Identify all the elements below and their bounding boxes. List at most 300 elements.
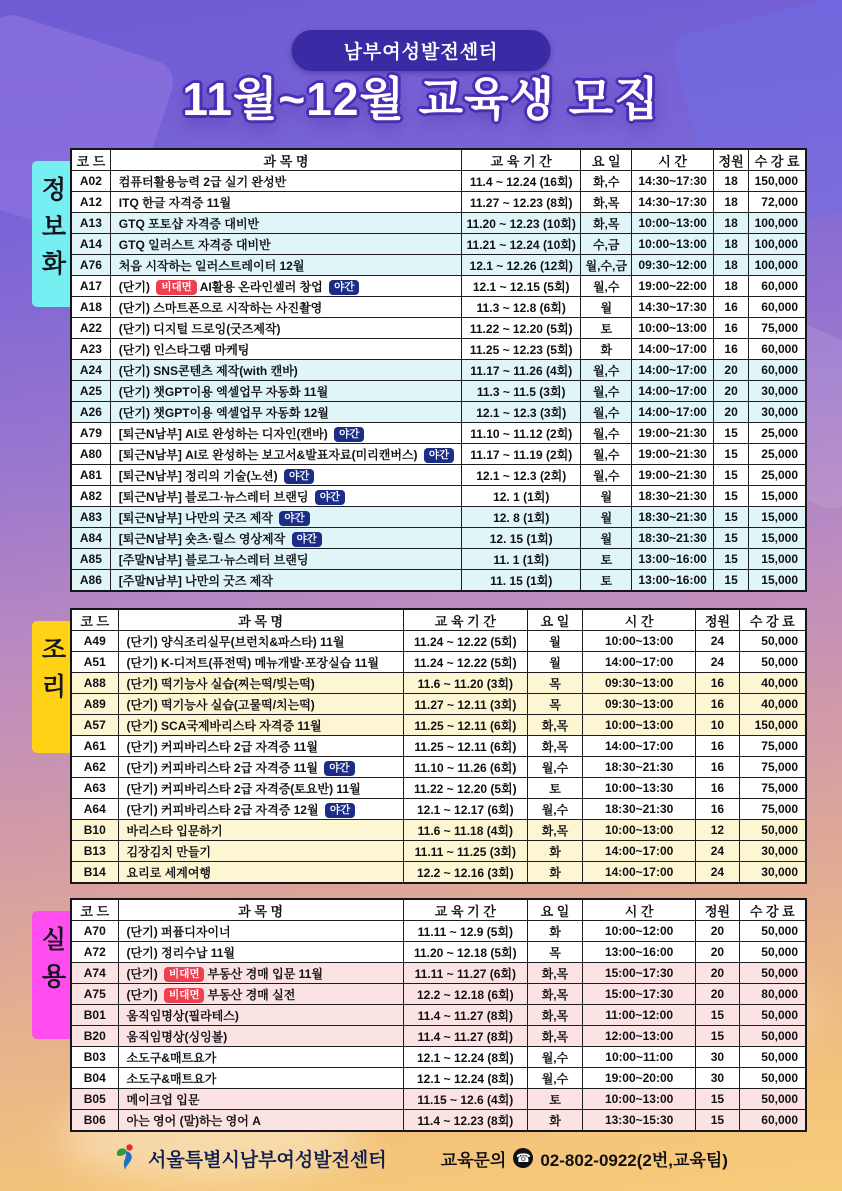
course-period: 11.17 ~ 11.19 (2회) — [462, 444, 581, 465]
table-row — [71, 715, 806, 736]
course-capacity: 20 — [696, 921, 739, 942]
column-header: 수 강 료 — [739, 609, 806, 631]
course-fee: 100,000 — [749, 255, 806, 276]
course-time: 13:00~16:00 — [583, 942, 696, 963]
course-day: 월,수 — [581, 444, 632, 465]
course-day: 목 — [527, 942, 582, 963]
column-header: 요 일 — [527, 609, 582, 631]
course-code: B10 — [71, 820, 118, 841]
table-row — [71, 276, 806, 297]
table-row — [71, 963, 806, 984]
course-table-information — [70, 148, 807, 592]
course-day: 월,수 — [527, 1047, 582, 1068]
course-period: 11.4 ~ 11.27 (8회) — [403, 1026, 527, 1047]
table-row — [71, 673, 806, 694]
course-period: 12.1 ~ 12.3 (3회) — [462, 402, 581, 423]
course-capacity: 18 — [713, 171, 748, 192]
course-capacity: 24 — [696, 652, 739, 673]
course-name — [110, 549, 461, 570]
course-time: 11:00~12:00 — [583, 1005, 696, 1026]
table-row — [71, 171, 806, 192]
course-capacity: 16 — [696, 757, 739, 778]
course-name — [110, 276, 461, 297]
course-name — [110, 192, 461, 213]
course-time: 10:00~13:30 — [583, 778, 696, 799]
course-period: 11.24 ~ 12.22 (5회) — [403, 652, 527, 673]
course-day: 화 — [581, 339, 632, 360]
course-capacity: 16 — [696, 694, 739, 715]
course-name — [110, 486, 461, 507]
table-row — [71, 984, 806, 1005]
course-period: 12. 8 (1회) — [462, 507, 581, 528]
course-period: 11.27 ~ 12.23 (8회) — [462, 192, 581, 213]
course-name-text: 움직임명상(필라테스) — [126, 1008, 239, 1023]
section-tab-information: 정보화 — [32, 161, 70, 307]
course-period: 11.10 ~ 11.26 (6회) — [403, 757, 527, 778]
course-period: 11.27 ~ 12.11 (3회) — [403, 694, 527, 715]
course-name — [118, 1047, 403, 1068]
column-header: 수 강 료 — [749, 149, 806, 171]
table-row — [71, 736, 806, 757]
course-name — [118, 652, 403, 673]
course-name — [110, 444, 461, 465]
course-period: 11.21 ~ 12.24 (10회) — [462, 234, 581, 255]
course-fee: 15,000 — [749, 528, 806, 549]
course-name — [110, 423, 461, 444]
course-day: 화,목 — [581, 192, 632, 213]
course-name — [118, 841, 403, 862]
badge-online: 비대면 — [164, 988, 204, 1003]
course-capacity: 16 — [696, 799, 739, 820]
course-code: A49 — [71, 631, 118, 652]
course-period: 12.1 ~ 12.15 (5회) — [462, 276, 581, 297]
course-code: A81 — [71, 465, 110, 486]
column-header: 교 육 기 간 — [403, 609, 527, 631]
table-row — [71, 507, 806, 528]
section-practical — [38, 898, 807, 1132]
course-day: 화 — [527, 921, 582, 942]
course-capacity: 20 — [696, 984, 739, 1005]
course-time: 10:00~13:00 — [632, 318, 714, 339]
course-day: 토 — [581, 570, 632, 592]
course-name-text: (단기) 커피바리스타 2급 자격증 11월 — [126, 760, 322, 775]
course-name — [118, 799, 403, 820]
course-day: 화,수 — [581, 171, 632, 192]
course-time: 19:00~21:30 — [632, 444, 714, 465]
course-capacity: 15 — [713, 528, 748, 549]
course-fee: 30,000 — [739, 862, 806, 884]
course-capacity: 15 — [713, 423, 748, 444]
badge-online: 비대면 — [156, 280, 196, 295]
table-row — [71, 631, 806, 652]
course-period: 12.1 ~ 12.26 (12회) — [462, 255, 581, 276]
course-name — [118, 1068, 403, 1089]
course-name-text: [퇴근N남부] AI로 완성하는 디자인(캔바) — [118, 426, 332, 441]
table-row — [71, 423, 806, 444]
course-day: 월 — [527, 652, 582, 673]
course-fee: 50,000 — [739, 1026, 806, 1047]
course-name-text: (단기) — [118, 279, 154, 294]
course-day: 월,수 — [527, 1068, 582, 1089]
table-row — [71, 528, 806, 549]
course-name — [110, 402, 461, 423]
course-time: 09:30~13:00 — [583, 694, 696, 715]
course-code: B20 — [71, 1026, 118, 1047]
course-capacity: 30 — [696, 1047, 739, 1068]
course-name — [118, 984, 403, 1005]
course-capacity: 16 — [696, 736, 739, 757]
course-time: 09:30~12:00 — [632, 255, 714, 276]
course-name-text: 메이크업 입문 — [126, 1092, 200, 1107]
course-period: 11.11 ~ 11.25 (3회) — [403, 841, 527, 862]
course-name — [110, 339, 461, 360]
course-time: 14:00~17:00 — [632, 339, 714, 360]
course-capacity: 18 — [713, 234, 748, 255]
course-capacity: 24 — [696, 862, 739, 884]
badge-night: 야간 — [279, 511, 309, 526]
course-name-text: [주말N남부] 블로그·뉴스레터 브랜딩 — [118, 552, 309, 567]
course-period: 12.1 ~ 12.3 (2회) — [462, 465, 581, 486]
course-code: A24 — [71, 360, 110, 381]
course-fee: 15,000 — [749, 570, 806, 592]
table-row — [71, 192, 806, 213]
course-time: 14:00~17:00 — [583, 736, 696, 757]
course-fee: 60,000 — [749, 297, 806, 318]
course-name — [110, 234, 461, 255]
course-name-text: GTQ 일러스트 자격증 대비반 — [118, 237, 271, 252]
course-code: A82 — [71, 486, 110, 507]
seoul-logo-icon — [114, 1143, 140, 1173]
course-name-text: 요리로 세계여행 — [126, 865, 212, 880]
course-code: A17 — [71, 276, 110, 297]
course-time: 10:00~13:00 — [583, 1089, 696, 1110]
course-period: 11.15 ~ 12.6 (4회) — [403, 1089, 527, 1110]
phone-icon: ☎ — [513, 1148, 533, 1168]
column-header: 시 간 — [583, 609, 696, 631]
course-day: 화,목 — [527, 1026, 582, 1047]
column-header: 정원 — [696, 609, 739, 631]
course-day: 월,수 — [581, 276, 632, 297]
course-capacity: 20 — [713, 381, 748, 402]
course-fee: 50,000 — [739, 820, 806, 841]
course-name-text: (단기) 양식조리실무(브런치&파스타) 11월 — [126, 634, 345, 649]
table-row — [71, 921, 806, 942]
course-period: 11.4 ~ 12.24 (16회) — [462, 171, 581, 192]
contact-phone: 02-802-0922(2번,교육팀) — [540, 1150, 728, 1170]
badge-online: 비대면 — [164, 967, 204, 982]
badge-night: 야간 — [324, 761, 354, 776]
column-header: 과 목 명 — [110, 149, 461, 171]
course-name — [118, 921, 403, 942]
course-time: 10:00~13:00 — [632, 234, 714, 255]
course-time: 10:00~13:00 — [583, 715, 696, 736]
course-time: 14:00~17:00 — [632, 402, 714, 423]
course-code: B04 — [71, 1068, 118, 1089]
course-fee: 80,000 — [739, 984, 806, 1005]
course-code: A22 — [71, 318, 110, 339]
course-time: 19:00~21:30 — [632, 423, 714, 444]
course-code: A23 — [71, 339, 110, 360]
course-name — [118, 694, 403, 715]
course-name — [118, 862, 403, 884]
column-header: 코 드 — [71, 609, 118, 631]
course-code: A25 — [71, 381, 110, 402]
course-name-text: (단기) — [126, 987, 162, 1002]
course-table-cooking — [70, 608, 807, 884]
course-code: A26 — [71, 402, 110, 423]
course-capacity: 16 — [696, 673, 739, 694]
table-row — [71, 757, 806, 778]
course-time: 15:00~17:30 — [583, 963, 696, 984]
course-fee: 50,000 — [739, 963, 806, 984]
course-time: 19:00~20:00 — [583, 1068, 696, 1089]
course-name-text: [퇴근N남부] 나만의 굿즈 제작 — [118, 510, 277, 525]
course-day: 월,수 — [581, 402, 632, 423]
course-day: 화 — [527, 841, 582, 862]
course-day: 월,수 — [527, 799, 582, 820]
section-information — [38, 148, 807, 592]
course-fee: 75,000 — [749, 318, 806, 339]
table-row — [71, 549, 806, 570]
table-row — [71, 570, 806, 592]
course-name — [118, 778, 403, 799]
course-day: 토 — [581, 549, 632, 570]
table-row — [71, 841, 806, 862]
course-name-text: 컴퓨터활용능력 2급 실기 완성반 — [118, 174, 287, 189]
course-day: 월,수,금 — [581, 255, 632, 276]
course-day: 월 — [581, 486, 632, 507]
course-code: A88 — [71, 673, 118, 694]
course-time: 13:30~15:30 — [583, 1110, 696, 1132]
course-time: 14:30~17:30 — [632, 192, 714, 213]
course-capacity: 30 — [696, 1068, 739, 1089]
course-name — [118, 942, 403, 963]
course-code: A89 — [71, 694, 118, 715]
course-period: 11.6 ~ 11.20 (3회) — [403, 673, 527, 694]
course-fee: 25,000 — [749, 465, 806, 486]
footer-org-name: 서울특별시남부여성발전센터 — [148, 1149, 387, 1171]
course-name-text: ITQ 한글 자격증 11월 — [118, 195, 232, 210]
course-time: 18:30~21:30 — [583, 799, 696, 820]
course-fee: 60,000 — [739, 1110, 806, 1132]
course-name-text: (단기) 커피바리스타 2급 자격증 11월 — [126, 739, 318, 754]
course-code: B06 — [71, 1110, 118, 1132]
course-fee: 50,000 — [739, 1089, 806, 1110]
course-day: 월 — [581, 507, 632, 528]
course-name-text: (단기) 챗GPT이용 엑셀업무 자동화 12월 — [118, 405, 329, 420]
course-name-text: (단기) 챗GPT이용 엑셀업무 자동화 11월 — [118, 384, 329, 399]
course-period: 12.1 ~ 12.24 (8회) — [403, 1047, 527, 1068]
badge-night: 야간 — [325, 803, 355, 818]
course-code: A84 — [71, 528, 110, 549]
course-period: 11.22 ~ 12.20 (5회) — [403, 778, 527, 799]
course-capacity: 15 — [696, 1005, 739, 1026]
course-name-text: [퇴근N남부] AI로 완성하는 보고서&발표자료(미리캔버스) — [118, 447, 421, 462]
contact-label: 교육문의 — [440, 1150, 507, 1170]
badge-night: 야간 — [284, 469, 314, 484]
course-period: 11.11 ~ 12.9 (5회) — [403, 921, 527, 942]
table-row — [71, 942, 806, 963]
course-period: 11.11 ~ 11.27 (6회) — [403, 963, 527, 984]
course-name — [118, 963, 403, 984]
course-period: 11.3 ~ 11.5 (3회) — [462, 381, 581, 402]
course-day: 화,목 — [527, 820, 582, 841]
course-period: 11.17 ~ 11.26 (4회) — [462, 360, 581, 381]
badge-night: 야간 — [424, 448, 454, 463]
course-fee: 60,000 — [749, 360, 806, 381]
course-code: B01 — [71, 1005, 118, 1026]
course-name-text: (단기) 커피바리스타 2급 자격증(토요반) 11월 — [126, 781, 361, 796]
course-capacity: 16 — [696, 778, 739, 799]
course-time: 10:00~13:00 — [632, 213, 714, 234]
course-fee: 30,000 — [749, 402, 806, 423]
course-fee: 50,000 — [739, 652, 806, 673]
course-name-text: (단기) K-디저트(퓨전떡) 메뉴개발·포장실습 11월 — [126, 655, 379, 670]
course-code: A62 — [71, 757, 118, 778]
course-period: 11.6 ~ 11.18 (4회) — [403, 820, 527, 841]
table-row — [71, 1026, 806, 1047]
course-capacity: 16 — [713, 297, 748, 318]
table-row — [71, 318, 806, 339]
table-row — [71, 1110, 806, 1132]
table-row — [71, 213, 806, 234]
course-period: 12.2 ~ 12.16 (3회) — [403, 862, 527, 884]
course-fee: 50,000 — [739, 1005, 806, 1026]
course-day: 화,목 — [581, 213, 632, 234]
course-name — [110, 213, 461, 234]
course-name-text: AI활용 온라인셀러 창업 — [199, 279, 327, 294]
course-code: A86 — [71, 570, 110, 592]
course-capacity: 24 — [696, 631, 739, 652]
badge-night: 야간 — [334, 427, 364, 442]
course-time: 14:00~17:00 — [632, 381, 714, 402]
column-header: 요 일 — [581, 149, 632, 171]
course-capacity: 15 — [696, 1110, 739, 1132]
course-time: 13:00~16:00 — [632, 549, 714, 570]
course-name — [118, 736, 403, 757]
table-row — [71, 402, 806, 423]
course-fee: 75,000 — [739, 778, 806, 799]
section-tab-practical: 실용 — [32, 911, 70, 1039]
course-day: 월,수 — [527, 757, 582, 778]
course-name — [110, 318, 461, 339]
course-fee: 50,000 — [739, 1068, 806, 1089]
course-day: 화,목 — [527, 736, 582, 757]
badge-night: 야간 — [292, 532, 322, 547]
course-name-text: (단기) 떡기능사 실습(고물떡/치는떡) — [126, 697, 315, 712]
course-fee: 60,000 — [749, 339, 806, 360]
course-time: 10:00~13:00 — [583, 631, 696, 652]
course-capacity: 20 — [713, 402, 748, 423]
course-fee: 15,000 — [749, 549, 806, 570]
course-name-text: [퇴근N남부] 숏츠·릴스 영상제작 — [118, 531, 289, 546]
course-name — [110, 528, 461, 549]
column-header: 과 목 명 — [118, 899, 403, 921]
course-time: 15:00~17:30 — [583, 984, 696, 1005]
course-fee: 150,000 — [739, 715, 806, 736]
course-day: 월,수 — [581, 381, 632, 402]
course-period: 11.3 ~ 12.8 (6회) — [462, 297, 581, 318]
course-name-text: (단기) 떡기능사 실습(찌는떡/빚는떡) — [126, 676, 315, 691]
course-name — [110, 171, 461, 192]
course-code: A79 — [71, 423, 110, 444]
course-day: 화,목 — [527, 1005, 582, 1026]
course-name-text: (단기) 인스타그램 마케팅 — [118, 342, 250, 357]
course-name-text: 소도구&매트요가 — [126, 1050, 217, 1065]
course-time: 18:30~21:30 — [632, 528, 714, 549]
course-period: 12. 15 (1회) — [462, 528, 581, 549]
course-period: 11.20 ~ 12.18 (5회) — [403, 942, 527, 963]
course-time: 18:30~21:30 — [632, 486, 714, 507]
course-period: 11.22 ~ 12.20 (5회) — [462, 318, 581, 339]
course-period: 12.2 ~ 12.18 (6회) — [403, 984, 527, 1005]
column-header: 수 강 료 — [739, 899, 806, 921]
course-name — [118, 1005, 403, 1026]
course-capacity: 15 — [696, 1089, 739, 1110]
course-capacity: 15 — [696, 1026, 739, 1047]
course-time: 18:30~21:30 — [583, 757, 696, 778]
course-name-text: 바리스타 입문하기 — [126, 823, 223, 838]
course-name — [118, 631, 403, 652]
course-code: A18 — [71, 297, 110, 318]
course-fee: 100,000 — [749, 234, 806, 255]
course-period: 11.10 ~ 11.12 (2회) — [462, 423, 581, 444]
table-row — [71, 1047, 806, 1068]
course-period: 11.20 ~ 12.23 (10회) — [462, 213, 581, 234]
course-day: 수,금 — [581, 234, 632, 255]
course-fee: 75,000 — [739, 736, 806, 757]
course-name — [118, 1110, 403, 1132]
course-name — [110, 507, 461, 528]
course-day: 화,목 — [527, 715, 582, 736]
course-name-text: (단기) 커피바리스타 2급 자격증 12월 — [126, 802, 322, 817]
footer-org — [114, 1143, 387, 1173]
course-code: A70 — [71, 921, 118, 942]
course-day: 화,목 — [527, 963, 582, 984]
course-code: B03 — [71, 1047, 118, 1068]
course-code: A61 — [71, 736, 118, 757]
course-fee: 15,000 — [749, 507, 806, 528]
course-code: A14 — [71, 234, 110, 255]
course-fee: 75,000 — [739, 757, 806, 778]
course-code: A72 — [71, 942, 118, 963]
table-row — [71, 360, 806, 381]
course-time: 10:00~11:00 — [583, 1047, 696, 1068]
table-row — [71, 297, 806, 318]
section-tab-cooking: 조리 — [32, 621, 70, 753]
course-name — [118, 715, 403, 736]
course-name-text: (단기) 디지털 드로잉(굿즈제작) — [118, 321, 281, 336]
page-title: 11월~12월 교육생 모집 — [182, 73, 660, 125]
table-row — [71, 444, 806, 465]
course-period: 11.4 ~ 12.23 (8회) — [403, 1110, 527, 1132]
table-row — [71, 234, 806, 255]
course-name-text: (단기) — [126, 966, 162, 981]
table-row — [71, 652, 806, 673]
course-capacity: 15 — [713, 486, 748, 507]
course-fee: 50,000 — [739, 942, 806, 963]
course-name — [110, 297, 461, 318]
course-name-text: (단기) 스마트폰으로 시작하는 사진촬영 — [118, 300, 323, 315]
course-name-text: (단기) 정리수납 11월 — [126, 945, 236, 960]
course-capacity: 15 — [713, 465, 748, 486]
table-row — [71, 339, 806, 360]
course-time: 14:30~17:30 — [632, 297, 714, 318]
course-fee: 25,000 — [749, 423, 806, 444]
table-header-row — [71, 149, 806, 171]
course-name — [110, 465, 461, 486]
course-day: 화,목 — [527, 984, 582, 1005]
